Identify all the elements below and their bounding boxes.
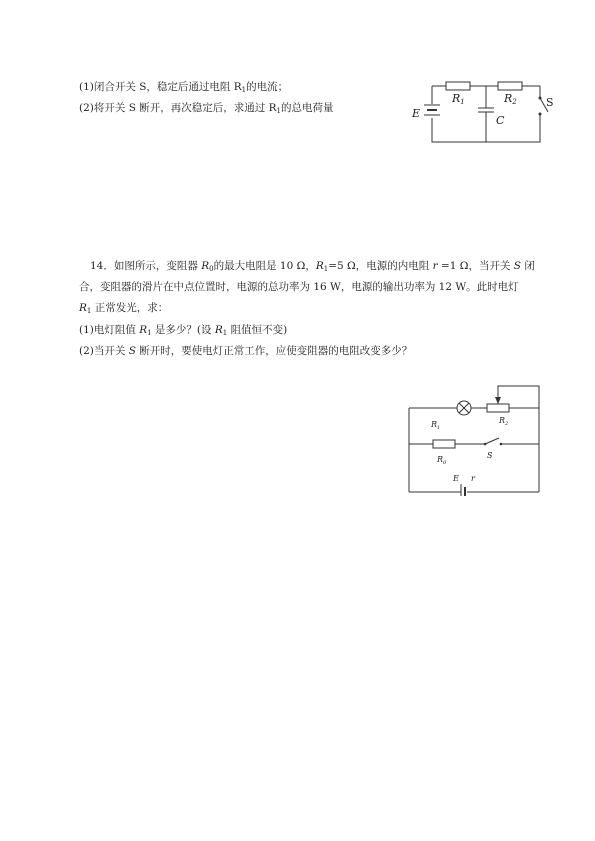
q14-stem-line1: 14．如图所示，变阻器 $R_0$的最大电阻是 10 Ω，$R_1=5$ Ω，电源的内电阻 r =1 Ω，当开关 S 闭 bbox=[90, 260, 535, 273]
q13-part2: (2)将开关 S 断开，再次稳定后，求通过 $R_1$的总电荷量 bbox=[79, 102, 334, 115]
switch-contact-icon bbox=[539, 97, 542, 100]
q14-part2: (2)当开关 S 断开时，要使电灯正常工作，应使变阻器的电阻改变多少？ bbox=[79, 345, 413, 357]
svg-text:E: E bbox=[453, 474, 459, 483]
svg-text:R2: R2 bbox=[504, 92, 517, 106]
svg-text:r: r bbox=[471, 474, 475, 483]
q14-stem-line3: $R_1$ 正常发光，求： bbox=[79, 302, 169, 315]
svg-text:S: S bbox=[546, 96, 554, 109]
q13-part1: (1)闭合开关 S，稳定后通过电阻 $R_1$的电流； bbox=[79, 81, 289, 94]
q14-stem-line2: 合，变阻器的滑片在中点位置时，电源的总功率为 16 W，电源的输出功率为 12 W。此时电灯 bbox=[79, 281, 519, 293]
slider-arrow-icon bbox=[495, 397, 501, 404]
svg-text:R1: $R_1$ bbox=[431, 420, 441, 431]
svg-text:S: S bbox=[487, 451, 493, 460]
svg-text:C: C bbox=[496, 114, 505, 127]
svg-text:R1: R1 bbox=[452, 92, 465, 106]
circuit-diagram-13 bbox=[408, 78, 558, 148]
circuit-diagram-14 bbox=[405, 382, 545, 496]
switch-contact-icon bbox=[484, 443, 487, 446]
svg-text:R0: $R_0$ bbox=[437, 455, 447, 466]
q14-part1: (1)电灯阻值 $R_1$ 是多少？(设 $R_1$ 阻值恒不变) bbox=[79, 324, 288, 337]
svg-text:E: E bbox=[412, 107, 421, 120]
svg-text:R2: $R_2$ bbox=[499, 416, 509, 427]
